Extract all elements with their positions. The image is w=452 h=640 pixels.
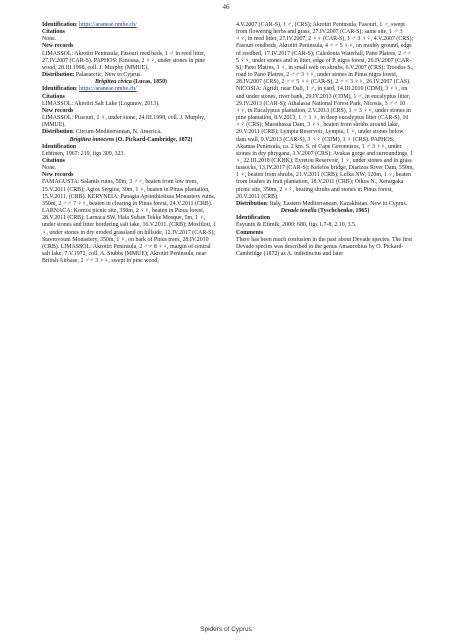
distribution-heading: Distribution — [42, 129, 73, 136]
identification-text: Esyunin & Efimik, 2000: 680, figs 1.7-8, 2.10, 3.5. — [236, 222, 357, 229]
distribution-line: Distribution: Italy, Eastern Mediterranean, Kazakhstan. New to Cyprus. — [236, 200, 408, 207]
new-records-text: LIMASSOL: Pissouri, 1 ♀, under stone, 24.III.1998, coll. J. Murphy, (MMUE). — [42, 115, 206, 129]
species-title-devade-tenella: Devade tenella (Tyschchenko, 1965) — [280, 208, 370, 215]
right-column — [236, 22, 414, 258]
citations-heading: Citations — [42, 157, 65, 164]
distribution-line: Distribution: Palaearctic. New to Cyprus. — [42, 72, 142, 79]
identification-heading: Identification — [42, 22, 77, 28]
left-column — [42, 22, 220, 265]
identification-link[interactable]: https://araneae.nmbe.ch/ — [79, 22, 137, 28]
new-records-heading: New records — [42, 43, 74, 50]
identification-line: Identification: https://araneae.nmbe.ch/ — [42, 86, 137, 93]
distribution-heading: Distribution — [42, 72, 73, 79]
page-number: 46 — [222, 3, 230, 11]
distribution-line: Distribution: Circum-Mediterranean, N. America. — [42, 129, 162, 136]
citations-text: None. — [42, 165, 57, 172]
new-records-continued-text: 4.V.2007 (CAR-S), 1 ♂, (CRS); Akrotiri Peninsula, Fasouri, 1 ♂, swept from flowering herbs and grass, 27.IV.2007 (CAR-S); same site, 1 ♂ 3 ♀♀, in reed litter, 27.IV.2007, 2 ♀♀ (CAR-S), 1 ♂ 3 ♀♀, 4.V.2007 (CRS); Fasouri reedbeds, Akrotiri Peninsula, 4 ♂♂ 5 ♀♀, on muddy ground, edge of reedbed, 17.IV.2017 (CAR-S); Caledonia Waterfall, Pano Platres, 2 ♂♂ 5 ♀♀, under stones and in litter, edge of P. nigra forest, 26.IV.2007 (CAR-S); Pano Platres, 1 ♀, in small web on shrubs, 6.V.2007 (CRS); Troodos S., road to Pano Platres, 2 ♂♂ 3 ♀♀, under stones in Pinus nigra forest, 28.IV.2007 (CRS), 2 ♂♂ 5 ♀♀ (CAR-S), 2 ♂♂ 3 ♀♀, 26.IV.2007 (CAS). NICOSIA: Agridi, near Dali, 1 ♂, in yard, 14.III.2010 (CDM), 3 ♀♀, on and under stones, river bank, 29.IV.2013 (CDM), 1 ♂, in eucalyptus litter, 29.IV.2013 (CAR-S); Athalassa National Forest Park, Nicosia, 3 ♂♂ 10 ♀♀, in Eucalyptus plantation, 2.V.2013 (CRS), 1 ♂ 3 ♀♀, under stones in pine plantation, 8.V.2013, 1 ♂ 1 ♀, in deep eucalyptus litter (CAR-S), 10 ♀♀ (CRS); Marathassa Dam, 3 ♀♀, beaten from shrubs around lake, 20.V.2011 (CRB); Lympia Reservoir, Lympia, 1 ♀, under stones below dam wall, 9.V.2013 (CAR-S), 3 ♀♀ (CDM), 1 ♀ (CRS). PAPHOS: Akamas Peninsula, ca. 2 km. S. of Cape Geronnisos, 1 ♂ 3 ♀♀, under stones in dry phrygana, 3.V.2007 (CRS); Avakas gorge and surroundings, 1 ♀, 22.III.2018 (CKHK); Evretou Reservoir, 1 ♀, under stones and in grass tussocks, 13.IV.2017 (CAR-S); Kelefos bridge, Diarizos River Dam, 550m, 1 ♀, beaten from shrubs, 21.V.2011 (CRB); Lefka NW, 120m, 1 ♀, beaten from bushes in fruit plantation, 18.V.2011 (CRB); Oikos N., Xerargaka picnic site, 350m, 2 ♀♀, beating shrubs and stones in Pinus forest, 20.V.2011 (CRB). — [236, 22, 414, 200]
comments-text: There has been much confusion in the past about Devade species. The first Devade species was described in the genus Amaurobius by O. Pickard-Cambridge (1872) as A. indistinctus and later — [236, 236, 413, 257]
new-records-text: LIMASSOL: Akrotiri Peninsula, Fasouri reed beds, 1 ♂ in reed litter, 27.IV.2007 (CAR-S). PAPHOS: Kinousa, 2 ♀♀, under stones in pine wood, 28.III.1998, coll. J. Murphy (MMUE). — [42, 50, 206, 71]
identification-line: Identification: https://araneae.nmbe.ch/ — [42, 22, 137, 28]
comments-heading: Comments — [236, 229, 264, 236]
distribution-heading: Distribution — [236, 200, 267, 207]
new-records-heading: New records — [42, 107, 74, 114]
identification-heading: Identification — [236, 215, 271, 222]
species-title-brigittea-civica: Brigittea civica (Lucas, 1850) — [94, 79, 167, 86]
citations-heading: Citations — [42, 93, 65, 100]
species-title-brigittea-innocens: Brigittea innocens (O. Pickard-Cambridge, 1872) — [69, 136, 193, 143]
new-records-text: FAMAGUSTA: Salamis ruins, 50m, 3 ♂♂, beaten from low trees, 15.V.2011 (CRB); Agios Sergios, 30m, 1 ♀, beaten in Pinus plantation, 15.V.2011, (CRB). KERYNEIA: Panagia Apsinthiotissa Monastery ruins, 350m, 2 ♂♂ 7 ♀♀, beaten in clearing in Pinus forest, 24.V.2011 (CRB). LARNACA: Kornos picnic site, 350m, 2 ♀♀, beaten in Pinus forest, 28.V.2011 (CRB); Larnaca SW, Hala Sultan Tekke Mosque, 5m, 1 ♀, under stones and litter bordering salt lake, 16.V.2011. (CRB); Mosfiloti, 1 ♀, under stones in dry eroded grassland on hillside, 12.IV.2017 (CAR-S); Stavrovouni Monastery, 350m, 1 ♀, on bark of Pinus trees, 28.IV.2010 (CRB). LIMASSOL: Akrotiri Peninsula, 2 ♂♂ 8 ♀♀, margin of central salt lake, 7.V.1972, coll. A. Stubbs (MMUE); Akrotiri Peninsula, near British Airbase, 2 ♂♂ 3 ♀♀, swept in pine wood, — [42, 179, 216, 265]
citations-text: LIMASSOL: Akrotiri Salt Lake (Logunov, 2013). — [42, 100, 160, 107]
citations-heading: Citations — [42, 29, 65, 36]
citations-text: None. — [42, 36, 57, 43]
new-records-heading: New records — [42, 172, 74, 179]
identification-heading: Identification — [42, 86, 77, 93]
identification-heading: Identification — [42, 143, 77, 150]
identification-link[interactable]: https://araneae.nmbe.ch/ — [79, 86, 137, 93]
footer: Spiders of Cyprus — [200, 626, 252, 633]
identification-text: Lehtinen, 1967: 219, figs 309, 323. — [42, 150, 125, 157]
